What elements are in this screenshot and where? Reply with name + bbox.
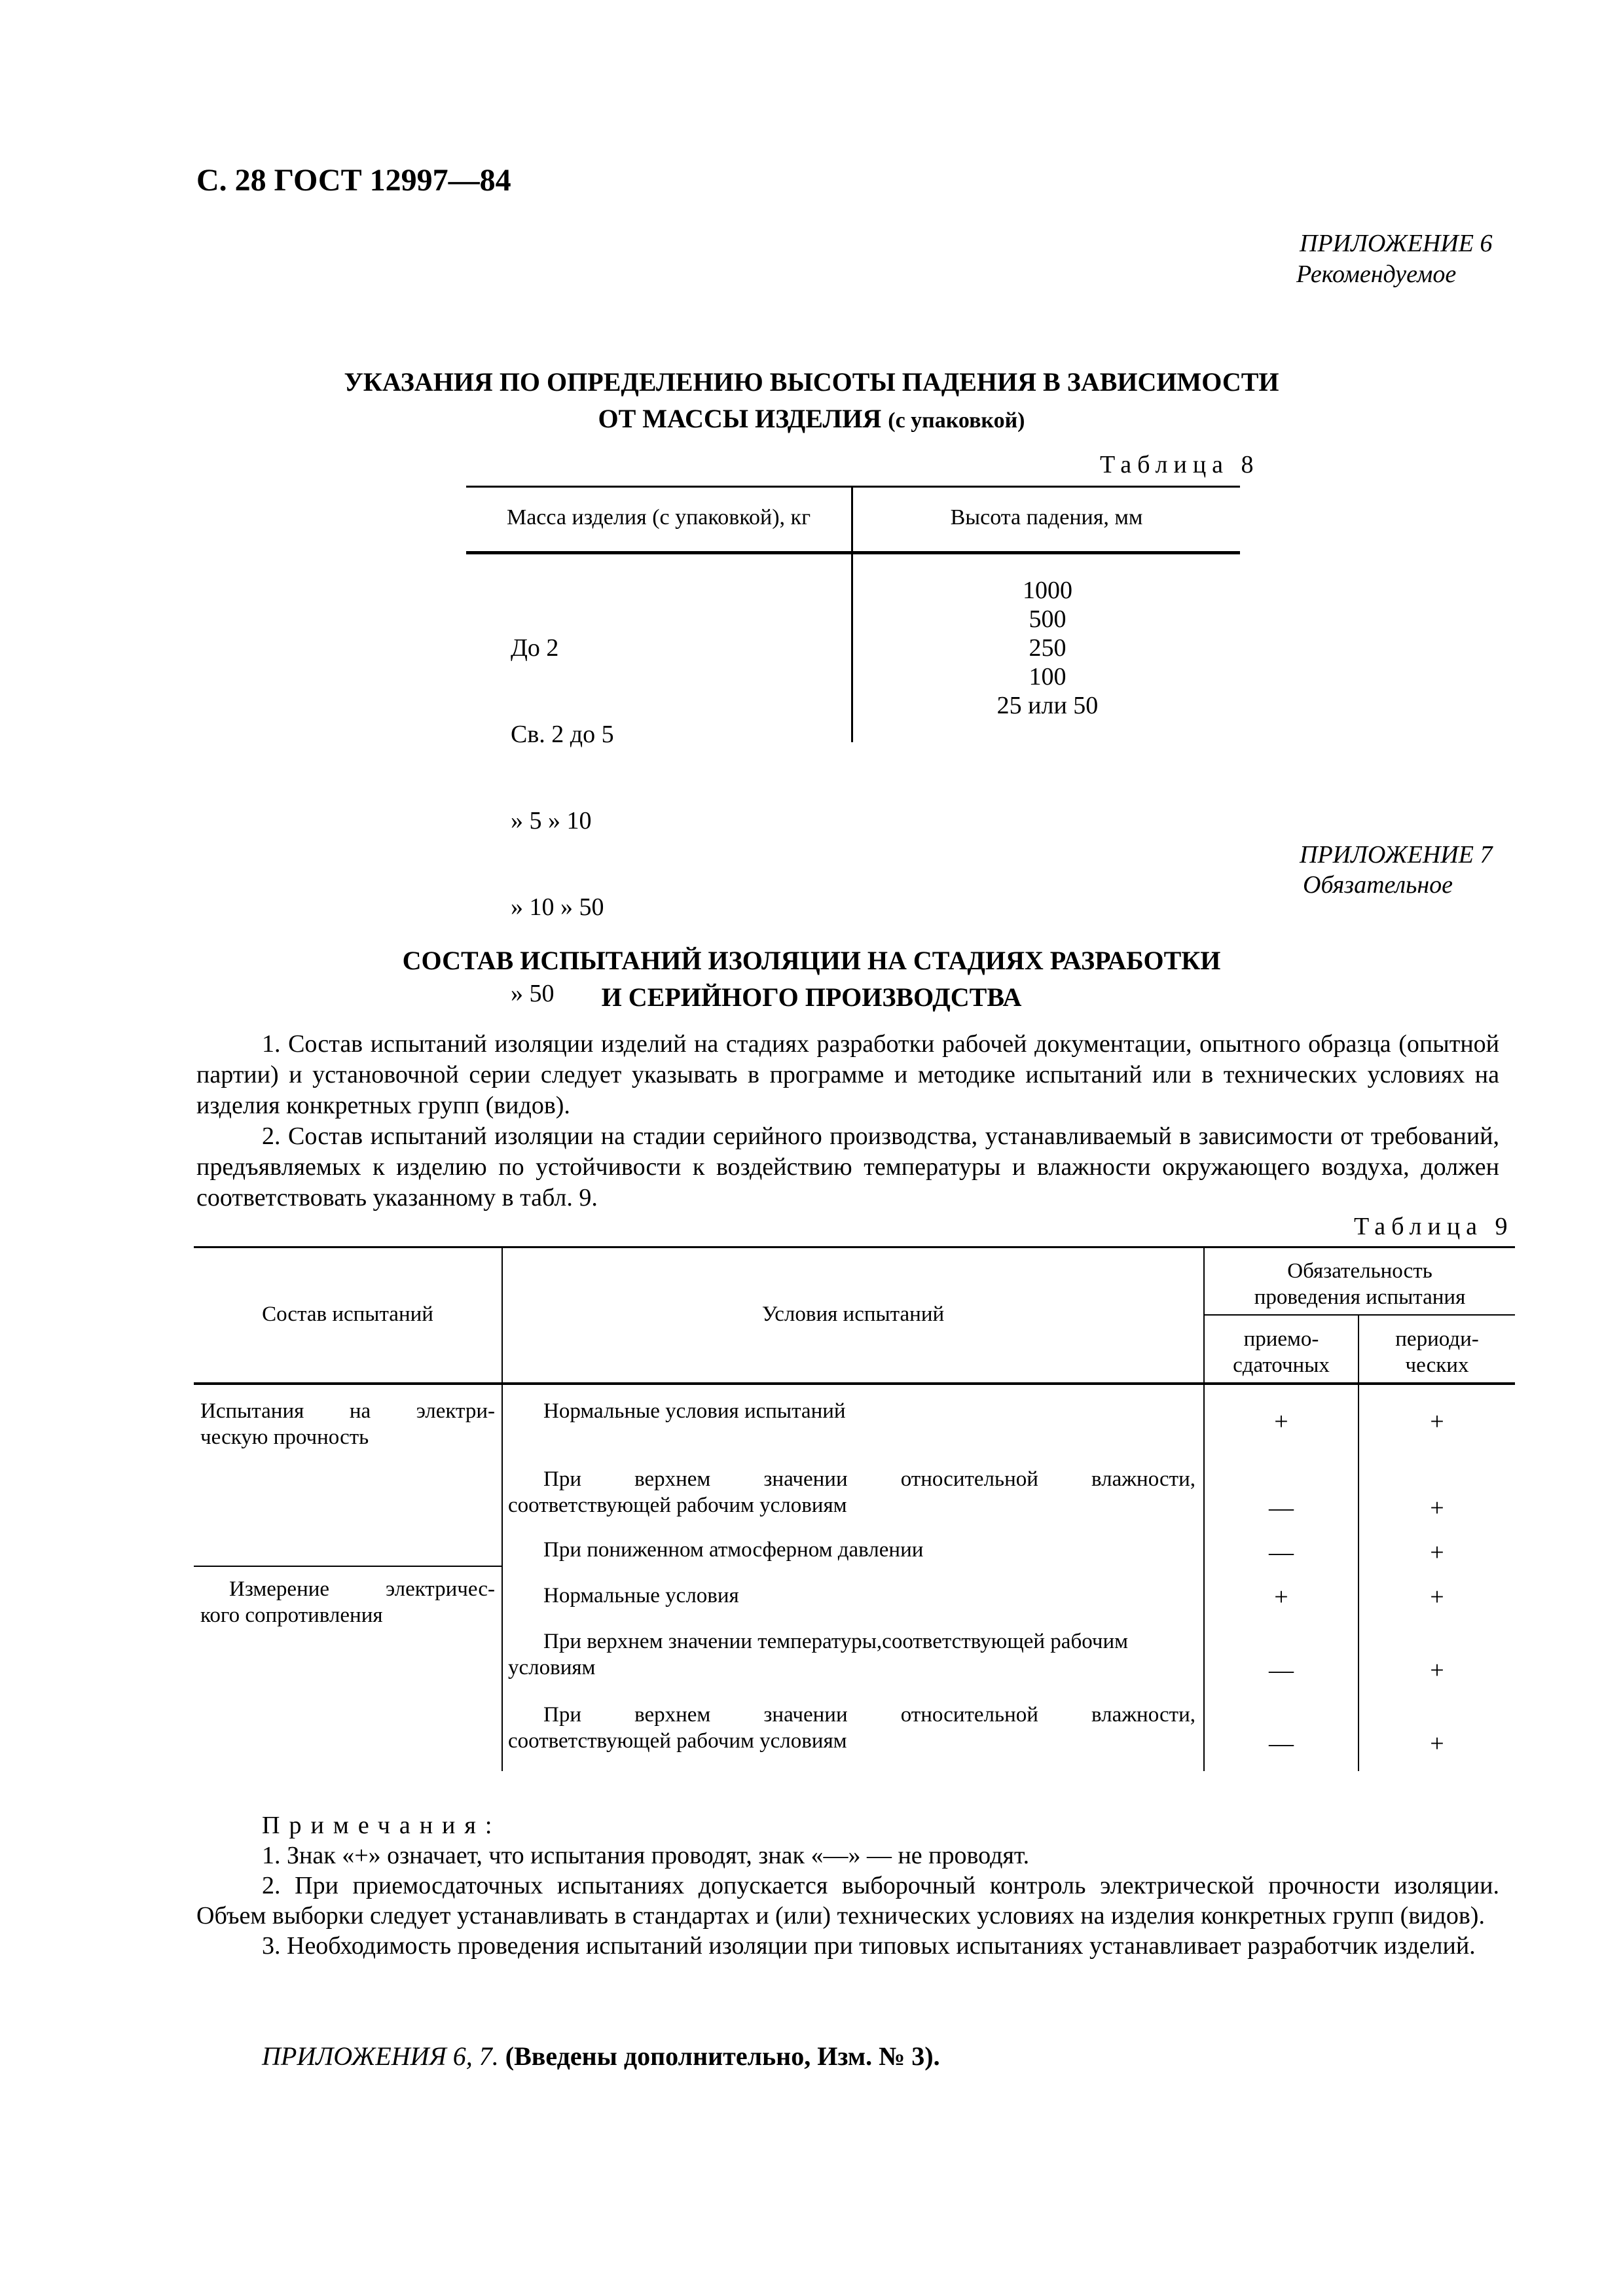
table-9-col-divider-3 <box>1358 1314 1359 1771</box>
table-9-row-5-condition <box>508 1628 1195 1681</box>
table-9-row-3-periodic: + <box>1430 1539 1444 1566</box>
table-8-height-cell: 100 <box>1029 663 1067 691</box>
appendix-7-title <box>0 942 1623 1016</box>
table-9-row-4-acceptance: + <box>1274 1583 1288 1611</box>
table-9-row-4-condition <box>543 1583 1192 1609</box>
appendix-7-title-line1: СОСТАВ ИСПЫТАНИЙ ИЗОЛЯЦИИ НА СТАДИЯХ РАЗРАБОТКИ <box>402 946 1221 975</box>
table-9-row-2-periodic: + <box>1430 1494 1444 1522</box>
table-9-header-periodic-line1: периоди- <box>1395 1327 1479 1351</box>
table-9-header-tests: Состав испытаний <box>262 1302 433 1326</box>
notes-block <box>196 1810 1499 1961</box>
table-9-row-5-acceptance: — <box>1269 1657 1294 1684</box>
paragraph-1: 1. Состав испытаний изоляции изделий на стадиях разработки рабочей документации, опытного образца (опытной партии) и установочной серии следует указывать в программе и методике испытаний или в технических условиях на изделия конкретных групп (видов). <box>196 1030 1499 1119</box>
table-9-top-rule <box>194 1246 1515 1248</box>
table-9-row-3-acceptance: — <box>1269 1539 1294 1566</box>
table-9-row-6-periodic: + <box>1430 1730 1444 1757</box>
note-item: 3. Необходимость проведения испытаний изоляции при типовых испытаниях устанавливает разработчик изделий. <box>262 1932 1476 1960</box>
table-9-condition-line1: При верхнем значении относительной влажности, <box>543 1703 1195 1727</box>
table-9-condition-line1: Нормальные условия испытаний <box>543 1399 846 1423</box>
table-8-top-rule <box>466 486 1240 488</box>
table-9-row-1-periodic: + <box>1430 1408 1444 1435</box>
table-9-header-rule <box>194 1382 1515 1385</box>
table-9-group-2 <box>200 1576 495 1628</box>
table-9-condition-line2: соответствующей рабочим условиям <box>508 1494 847 1517</box>
table-9-caption: Таблица 9 <box>1354 1213 1514 1240</box>
table-9-header-obligation-line1: Обязательность <box>1287 1259 1432 1283</box>
appendix-7-label: ПРИЛОЖЕНИЕ 7 <box>1300 841 1493 869</box>
table-9-condition-line1: При пониженном атмосферном давлении <box>543 1538 924 1562</box>
table-9-group-rule <box>194 1566 501 1567</box>
table-8-mass-cell: » 5 » 10 <box>511 807 592 834</box>
appendix-6-title-note: (с упаковкой) <box>888 408 1025 433</box>
appendix-6-label: ПРИЛОЖЕНИЕ 6 <box>1300 230 1493 257</box>
table-9-row-3-condition <box>543 1537 1192 1563</box>
table-8-height-cell: 25 или 50 <box>996 692 1099 719</box>
table-9-header-acceptance-line2: сдаточных <box>1233 1354 1330 1377</box>
table-9-row-2-acceptance: — <box>1269 1494 1294 1522</box>
table-8-mass-cell: До 2 <box>511 634 559 662</box>
table-9-header-obligation <box>1205 1258 1515 1310</box>
table-8-height-cell: 1000 <box>1023 577 1072 604</box>
footer-amendment-note: (Введены дополнительно, Изм. № 3). <box>505 2041 940 2071</box>
table-9-condition-line1: При верхнем значении относительной влажности, <box>543 1467 1195 1491</box>
notes-title: Примечания: <box>262 1812 501 1839</box>
paragraph-2: 2. Состав испытаний изоляции на стадии серийного производства, устанавливаемый в зависимости от требований, предъявляемых к изделию по устойчивости к воздействию температуры и влажности окружающего воздуха, должен соответствовать указанному в табл. 9. <box>196 1122 1499 1211</box>
table-8-caption: Таблица 8 <box>1100 451 1260 478</box>
appendix-7-status: Обязательное <box>1303 871 1453 899</box>
table-9-header-periodic-line2: ческих <box>1405 1354 1469 1377</box>
table-9-row-2-condition <box>508 1466 1195 1518</box>
table-9-row-4-periodic: + <box>1430 1583 1444 1611</box>
table-9-condition-line1: Нормальные условия <box>543 1584 739 1607</box>
table-8-header-height: Высота падения, мм <box>950 505 1143 529</box>
appendix-7-body <box>196 1029 1499 1213</box>
footer-appendix-ref: ПРИЛОЖЕНИЯ 6, 7. <box>262 2041 499 2071</box>
table-9-row-5-periodic: + <box>1430 1657 1444 1684</box>
table-9-group-2-line2: кого сопротивления <box>200 1604 383 1627</box>
table-9-condition-line2: условиям <box>508 1656 596 1679</box>
appendix-6-label-block <box>1300 229 1492 258</box>
table-9-col-divider-2 <box>1203 1246 1205 1771</box>
table-9-condition-line1: При верхнем значении температуры,соответствующей рабочим <box>543 1630 1129 1653</box>
page-header: С. 28 ГОСТ 12997—84 <box>196 163 511 198</box>
appendix-6-title-main: ОТ МАССЫ ИЗДЕЛИЯ <box>598 404 882 433</box>
appendix-6-title-line1: УКАЗАНИЯ ПО ОПРЕДЕЛЕНИЮ ВЫСОТЫ ПАДЕНИЯ В ЗАВИСИМОСТИ <box>344 367 1279 397</box>
table-9-header-conditions: Условия испытаний <box>761 1302 945 1326</box>
table-8-mass-cell: » 10 » 50 <box>511 893 604 921</box>
table-8-height-column <box>936 576 1159 720</box>
table-9-row-6-condition <box>508 1702 1195 1754</box>
table-9-header-obligation-line2: проведения испытания <box>1254 1285 1466 1309</box>
table-8-height-cell: 500 <box>1029 605 1067 633</box>
appendix-6-status: Рекомендуемое <box>1296 260 1457 288</box>
amendment-footer <box>262 2041 940 2072</box>
table-9-subheader-rule <box>1205 1314 1515 1316</box>
table-9-group-1-line2: ческую прочность <box>200 1426 369 1449</box>
table-9-group-1 <box>200 1398 495 1450</box>
table-9-group-1-line1: Испытания на электри- <box>200 1399 495 1423</box>
table-9-group-2-line1: Измерение электричес- <box>229 1577 495 1601</box>
note-item: 1. Знак «+» означает, что испытания проводят, знак «—» — не проводят. <box>262 1842 1030 1869</box>
table-8-header-mass: Масса изделия (с упаковкой), кг <box>506 505 811 529</box>
table-9-header-acceptance-line1: приемо- <box>1243 1327 1319 1351</box>
table-9-header-periodic <box>1359 1326 1515 1378</box>
appendix-7-title-line2: И СЕРИЙНОГО ПРОИЗВОДСТВА <box>601 982 1022 1012</box>
table-8-mass-cell: » 50 <box>511 980 555 1007</box>
table-8-header-rule <box>466 551 1240 554</box>
table-9-row-1-acceptance: + <box>1274 1408 1288 1435</box>
table-8-height-cell: 250 <box>1029 634 1067 662</box>
table-9-condition-line2: соответствующей рабочим условиям <box>508 1729 847 1753</box>
appendix-6-title <box>0 364 1623 439</box>
table-9-row-6-acceptance: — <box>1269 1730 1294 1757</box>
note-item: 2. При приемосдаточных испытаниях допускается выборочный контроль электрической прочности изоляции. Объем выборки следует устанавливать в стандартах и (или) технических условиях на изделия конкретных групп (видов). <box>196 1872 1499 1929</box>
table-9-row-1-condition <box>543 1398 1192 1424</box>
appendix-6-title-line2 <box>0 401 1623 439</box>
table-9-header-acceptance <box>1205 1326 1358 1378</box>
table-8-mass-cell: Св. 2 до 5 <box>511 721 614 748</box>
